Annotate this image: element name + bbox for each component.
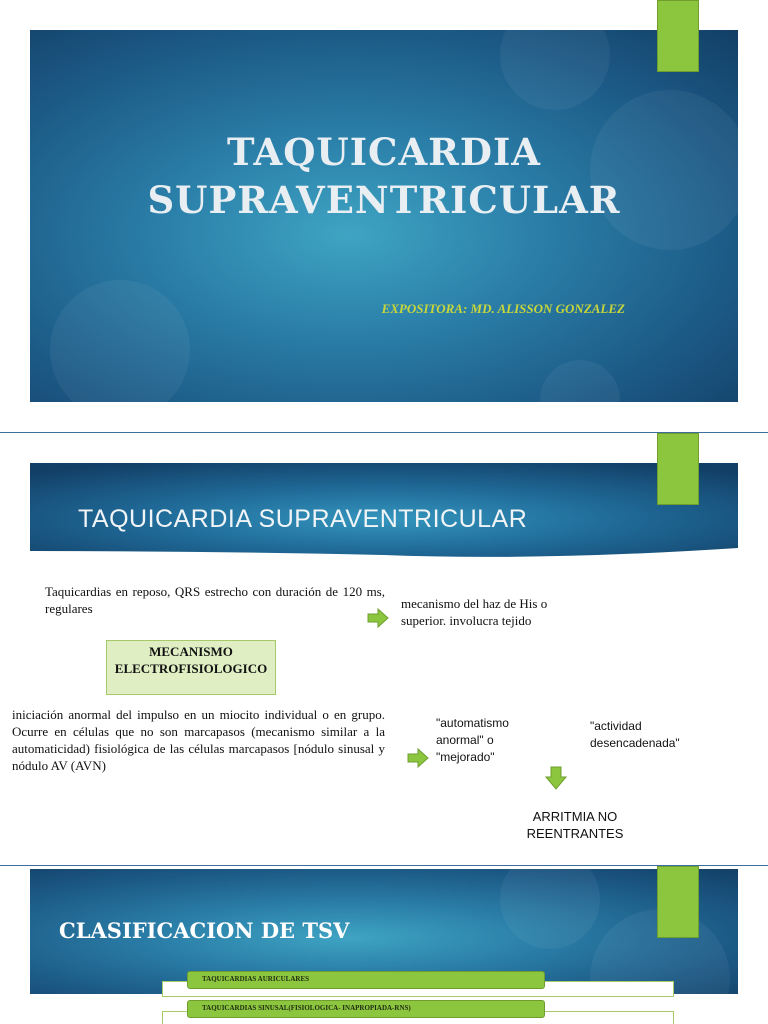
presentation-title: TAQUICARDIA SUPRAVENTRICULAR xyxy=(147,130,621,222)
initiation-text: iniciación anormal del impulso en un miocito individual o en grupo. Ocurre en células que no son marcapasos (mecanismo similar a la automaticidad) fisiológica de las células marcapasos [nódulo sinusal y nódulo AV (AVN) xyxy=(12,707,385,773)
list-item: TAQUICARDIAS AURICULARES xyxy=(187,971,545,989)
presenter-name: EXPOSITORA: MD. ALISSON GONZALEZ xyxy=(381,301,625,316)
green-tab xyxy=(657,866,699,938)
slide-title xyxy=(0,0,768,432)
list-item: TAQUICARDIAS SINUSAL(FISIOLOGICA- INAPROPIADA-RNS) xyxy=(187,1000,545,1018)
arrow-right-icon xyxy=(407,748,429,768)
arrow-down-icon xyxy=(545,766,567,790)
arrow-right-icon xyxy=(367,608,389,628)
automatism-text: "automatismo anormal" o "mejorado" xyxy=(436,716,509,764)
green-tab xyxy=(657,0,699,72)
non-reentrant-text: ARRITMIA NO REENTRANTES xyxy=(526,809,624,841)
intro-text: Taquicardias en reposo, QRS estrecho con duración de 120 ms, regulares xyxy=(45,584,385,616)
header-banner xyxy=(0,433,768,563)
slide-definition xyxy=(0,433,768,865)
mechanism-box: MECANISMO ELECTROFISIOLOGICO xyxy=(106,640,276,695)
triggered-activity-text: "actividad desencadenada" xyxy=(590,719,680,750)
slide-title: TAQUICARDIA SUPRAVENTRICULAR xyxy=(78,505,528,533)
his-text: mecanismo del haz de His o superior. involucra tejido xyxy=(401,596,548,628)
green-tab xyxy=(657,433,699,505)
slide-title: CLASIFICACION DE TSV xyxy=(59,918,350,943)
slide-classification xyxy=(0,866,768,1024)
